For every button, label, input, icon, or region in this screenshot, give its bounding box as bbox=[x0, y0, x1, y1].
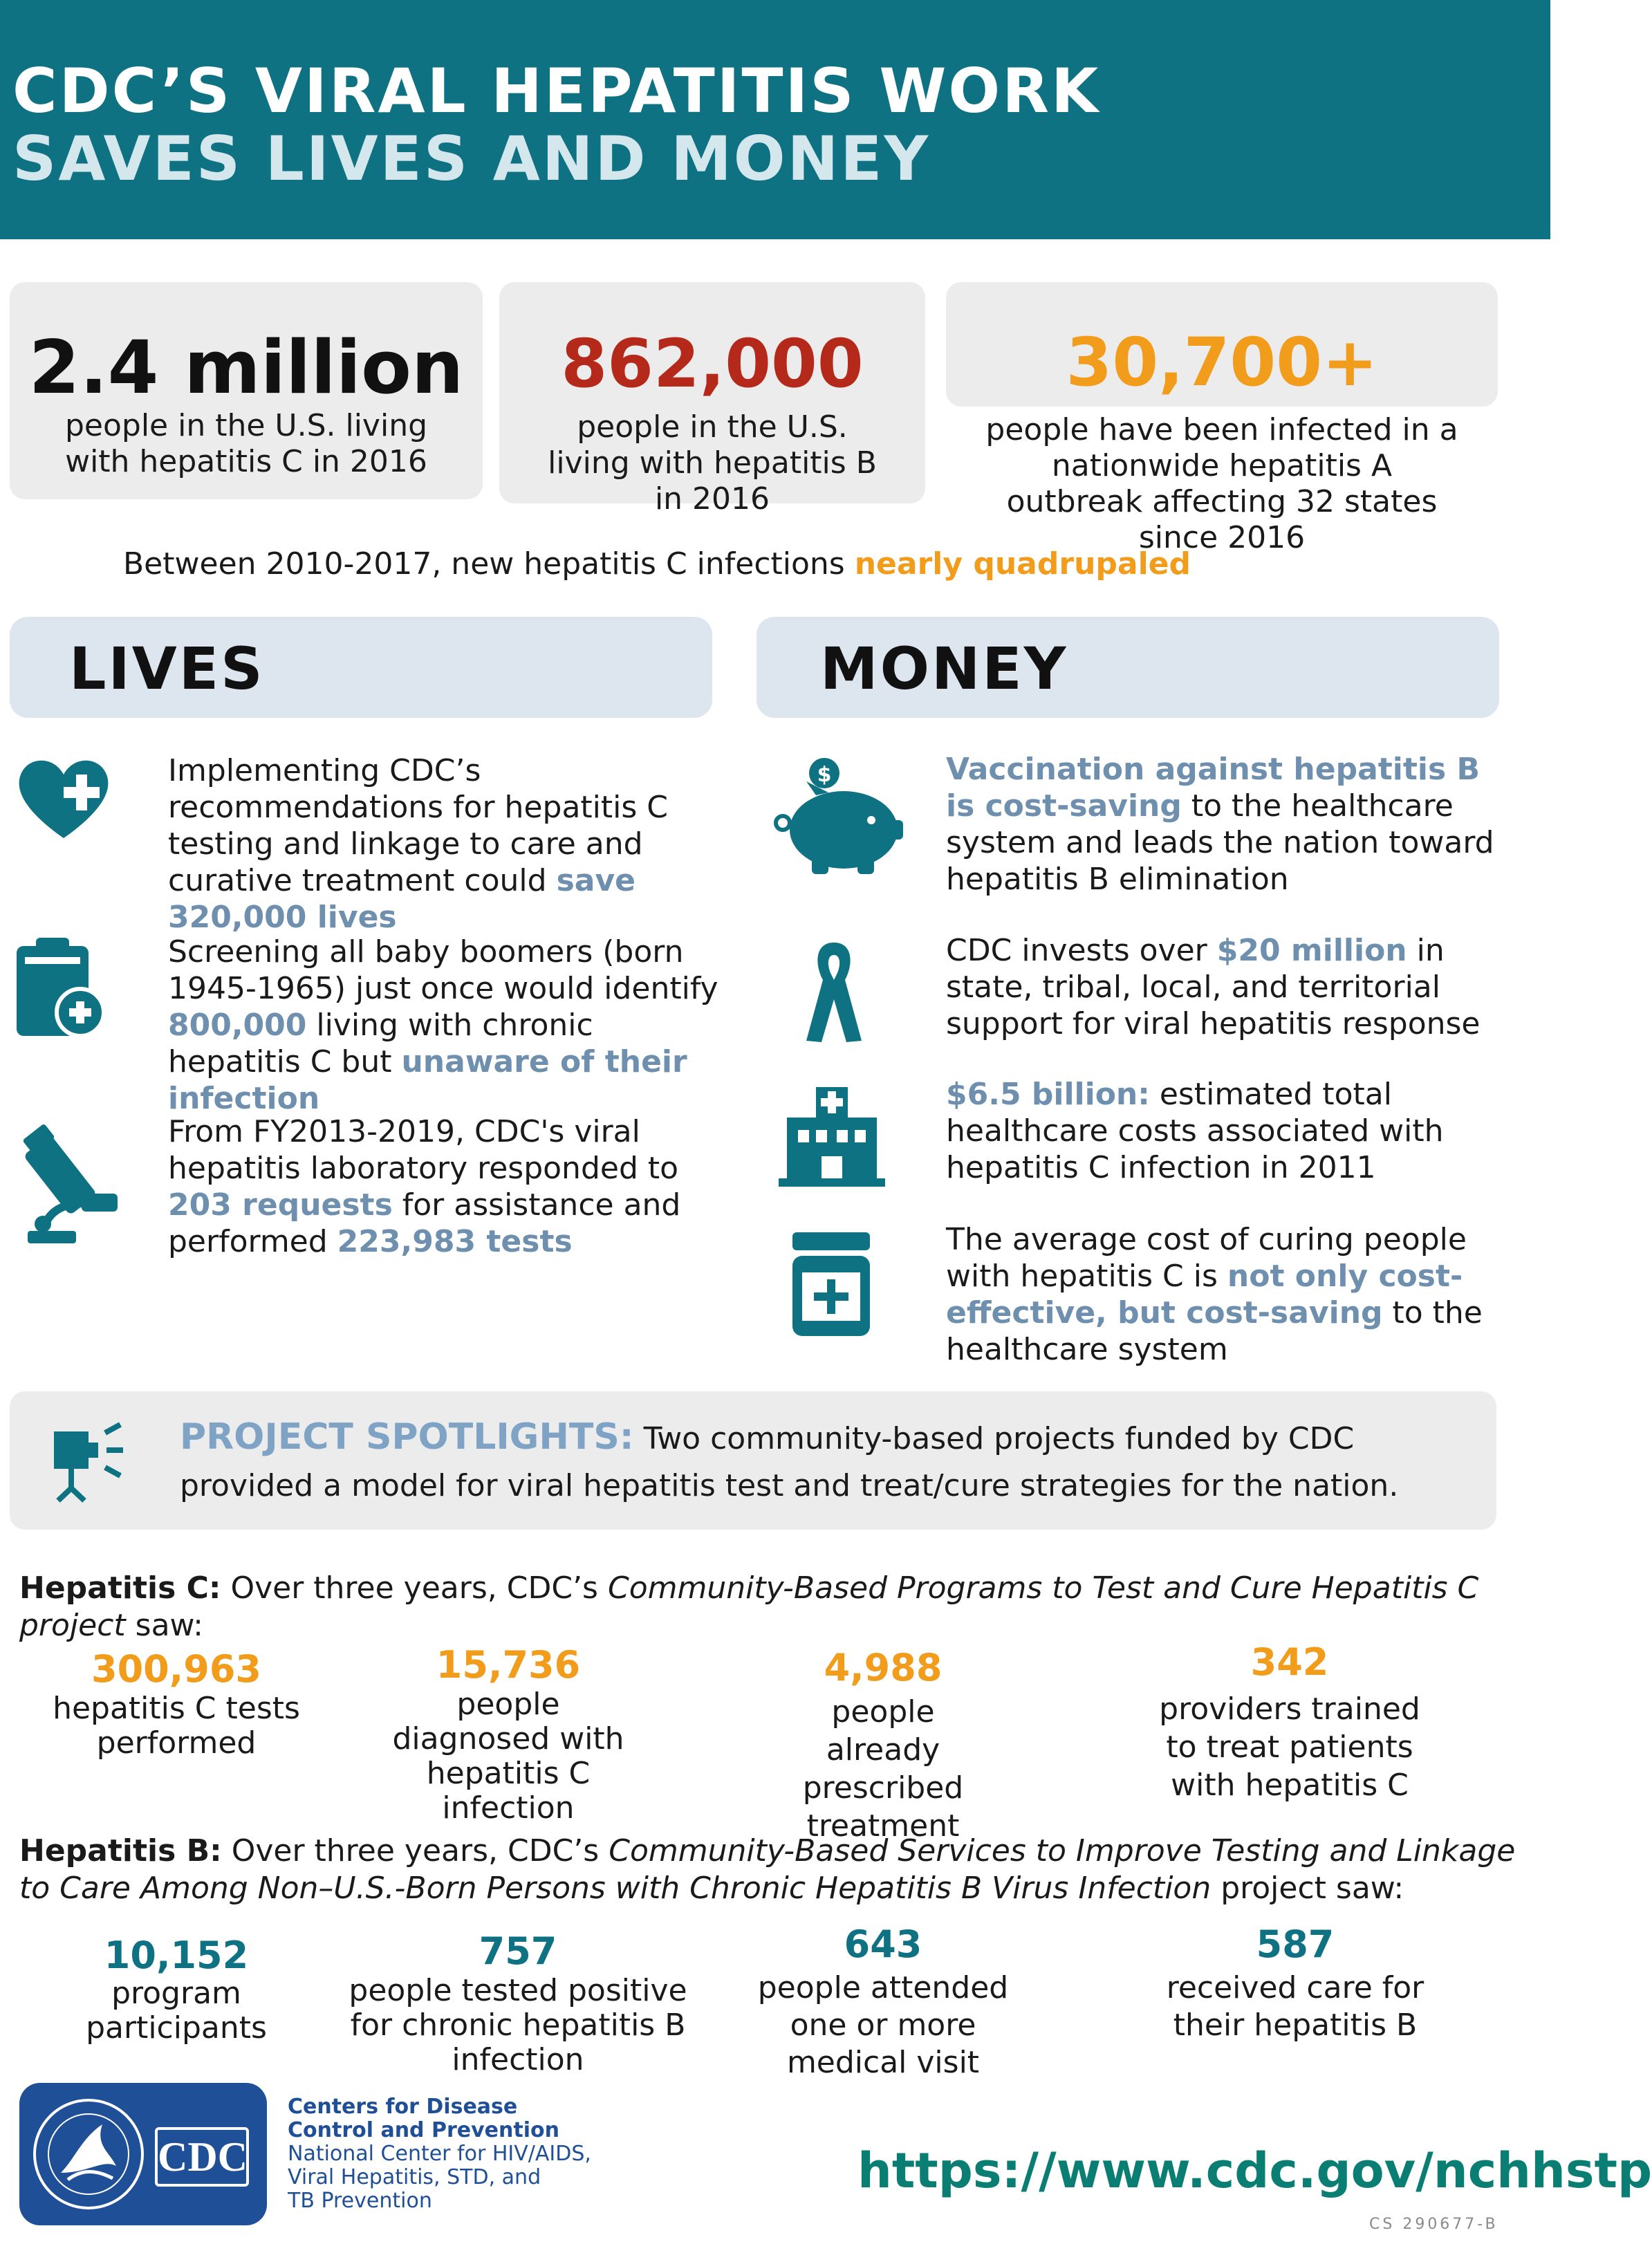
hepc-metric-4-number: 342 bbox=[1250, 1640, 1329, 1684]
cdc-org-line2: Control and Prevention bbox=[288, 2118, 559, 2142]
lives-item-2-text-b: living with chronic hepatitis C but bbox=[168, 1008, 593, 1079]
lives-item-2-text-a: Screening all baby boomers (born 1945-1965) just once would identify bbox=[168, 934, 718, 1006]
money-item-1-highlight: Vaccination against hepatitis B is cost-saving bbox=[946, 752, 1481, 824]
trend-note-highlight: nearly quadrupaled bbox=[854, 546, 1191, 582]
lives-item-3-highlight-b: 223,983 tests bbox=[337, 1224, 573, 1259]
lives-item-3-text-a: From FY2013-2019, CDC's viral hepatitis laboratory responded to bbox=[168, 1114, 679, 1186]
website-link[interactable]: https://www.cdc.gov/nchhstp bbox=[857, 2142, 1652, 2199]
money-item-1 bbox=[946, 751, 1499, 898]
hepc-metric-3-text: people already prescribed treatment bbox=[802, 1694, 964, 1844]
hepc-post: saw: bbox=[125, 1608, 203, 1643]
hepc-metric-2-text: people diagnosed with hepatitis C infection bbox=[392, 1687, 624, 1826]
stat-text-hepa: people have been infected in a nationwide hepatitis A outbreak affecting 32 states since 2016 bbox=[985, 412, 1458, 555]
hepb-label: Hepatitis B: bbox=[19, 1833, 222, 1869]
stat-number-hepc: 2.4 million bbox=[28, 325, 464, 410]
lives-item-3-highlight-a: 203 requests bbox=[168, 1187, 393, 1223]
lives-item-1 bbox=[168, 752, 721, 936]
lives-item-1-text: Implementing CDC’s recommendations for hepatitis C testing and linkage to care and curative treatment could bbox=[168, 753, 668, 898]
hepb-project-heading bbox=[19, 1833, 1541, 1907]
hepc-pre: Over three years, CDC’s bbox=[221, 1570, 608, 1606]
ribbon-icon bbox=[801, 937, 867, 1048]
money-item-2-highlight: $20 million bbox=[1216, 933, 1407, 968]
hepb-metric-4-text: received care for their hepatitis B bbox=[1166, 1970, 1424, 2043]
spotlight-label: PROJECT SPOTLIGHTS: bbox=[180, 1416, 634, 1458]
hepb-metric-1-text: program participants bbox=[86, 1976, 267, 2046]
heart-plus-icon bbox=[15, 754, 112, 844]
hepc-project-name: Community-Based Programs to Test and Cure Hepatitis C project bbox=[19, 1570, 1479, 1643]
page-title-line2: SAVES LIVES AND MONEY bbox=[12, 123, 931, 194]
hepb-metric-2-text: people tested positive for chronic hepatitis B infection bbox=[349, 1973, 687, 2077]
lives-item-3-text-b: for assistance and performed bbox=[168, 1187, 681, 1259]
money-item-1-text: to the healthcare system and leads the nation toward hepatitis B elimination bbox=[946, 788, 1494, 897]
hepc-metric-3-number: 4,988 bbox=[824, 1646, 943, 1689]
svg-text:$: $ bbox=[817, 763, 832, 787]
hospital-icon bbox=[777, 1084, 887, 1188]
lives-item-2-highlight-a: 800,000 bbox=[168, 1008, 307, 1043]
clipboard-plus-icon bbox=[15, 936, 106, 1040]
document-code: CS 290677-B bbox=[1369, 2216, 1498, 2233]
hepc-project-heading bbox=[19, 1570, 1541, 1644]
money-item-2-text-b: in state, tribal, local, and territorial support for viral hepatitis response bbox=[946, 933, 1481, 1041]
hepb-metric-3-text: people attended one or more medical visit bbox=[757, 1970, 1009, 2080]
spotlight-text bbox=[180, 1413, 1480, 1510]
piggy-bank-icon bbox=[768, 754, 906, 878]
hepc-label: Hepatitis C: bbox=[19, 1570, 221, 1606]
stat-number-hepa: 30,700+ bbox=[1066, 324, 1378, 401]
page-title-line1: CDC’S VIRAL HEPATITIS WORK bbox=[12, 55, 1101, 127]
hepc-metric-2-number: 15,736 bbox=[436, 1643, 581, 1687]
money-item-3-highlight: $6.5 billion: bbox=[946, 1077, 1150, 1112]
lives-item-1-highlight: save 320,000 lives bbox=[168, 863, 635, 935]
cdc-center-line3: TB Prevention bbox=[288, 2189, 432, 2213]
hepc-metric-4-text: providers trained to treat patients with hepatitis C bbox=[1159, 1691, 1420, 1803]
trend-note bbox=[0, 546, 1314, 582]
cdc-center-line1: National Center for HIV/AIDS, bbox=[288, 2142, 591, 2166]
money-item-4-text-a: The average cost of curing people with hepatitis C is bbox=[946, 1222, 1467, 1294]
trend-note-prefix: Between 2010-2017, new hepatitis C infections bbox=[123, 546, 855, 582]
cdc-center-line2: Viral Hepatitis, STD, and bbox=[288, 2165, 541, 2189]
money-item-4 bbox=[946, 1221, 1499, 1368]
spotlight-description: Two community-based projects funded by CDC provided a model for viral hepatitis test and treat/cure strategies for the nation. bbox=[180, 1421, 1399, 1503]
lives-item-3 bbox=[168, 1113, 721, 1260]
hepc-metric-1-number: 300,963 bbox=[91, 1647, 261, 1691]
money-item-3 bbox=[946, 1076, 1499, 1186]
lives-item-2-highlight-b: unaware of their infection bbox=[168, 1044, 687, 1116]
cdc-logo-text: CDC bbox=[155, 2127, 249, 2187]
stat-number-hepb: 862,000 bbox=[561, 325, 864, 402]
hepb-metric-4-number: 587 bbox=[1256, 1922, 1335, 1966]
money-item-4-text-b: to the healthcare system bbox=[946, 1295, 1483, 1367]
hepb-post: project saw: bbox=[1211, 1871, 1404, 1906]
cdc-org-line1: Centers for Disease bbox=[288, 2095, 518, 2119]
hepb-metric-3-number: 643 bbox=[844, 1922, 922, 1966]
money-item-2-text-a: CDC invests over bbox=[946, 933, 1217, 968]
money-heading: MONEY bbox=[820, 635, 1068, 703]
microscope-icon bbox=[15, 1127, 119, 1252]
hepb-metric-1-number: 10,152 bbox=[104, 1934, 249, 1977]
cdc-logo bbox=[19, 2083, 267, 2225]
stat-text-hepc: people in the U.S. living with hepatitis C in 2016 bbox=[64, 408, 428, 479]
stat-text-hepb: people in the U.S. living with hepatitis B in 2016 bbox=[548, 409, 877, 517]
hepc-metric-1-text: hepatitis C tests performed bbox=[53, 1691, 300, 1761]
hepb-project-name: Community-Based Services to Improve Testing and Linkage to Care Among Non–U.S.-Born Persons with Chronic Hepatitis B Virus Infection bbox=[19, 1833, 1516, 1906]
lives-item-2 bbox=[168, 934, 721, 1117]
megaphone-icon bbox=[48, 1419, 124, 1502]
hepb-pre: Over three years, CDC’s bbox=[221, 1833, 609, 1869]
money-item-2 bbox=[946, 932, 1499, 1042]
cdc-org-name bbox=[288, 2095, 633, 2213]
money-item-3-text: estimated total healthcare costs associated with hepatitis C infection in 2011 bbox=[946, 1077, 1444, 1185]
money-item-4-highlight: not only cost-effective, but cost-saving bbox=[946, 1259, 1463, 1331]
medicine-jar-icon bbox=[788, 1231, 874, 1339]
hepb-metric-2-number: 757 bbox=[479, 1929, 557, 1973]
lives-heading: LIVES bbox=[69, 635, 265, 703]
